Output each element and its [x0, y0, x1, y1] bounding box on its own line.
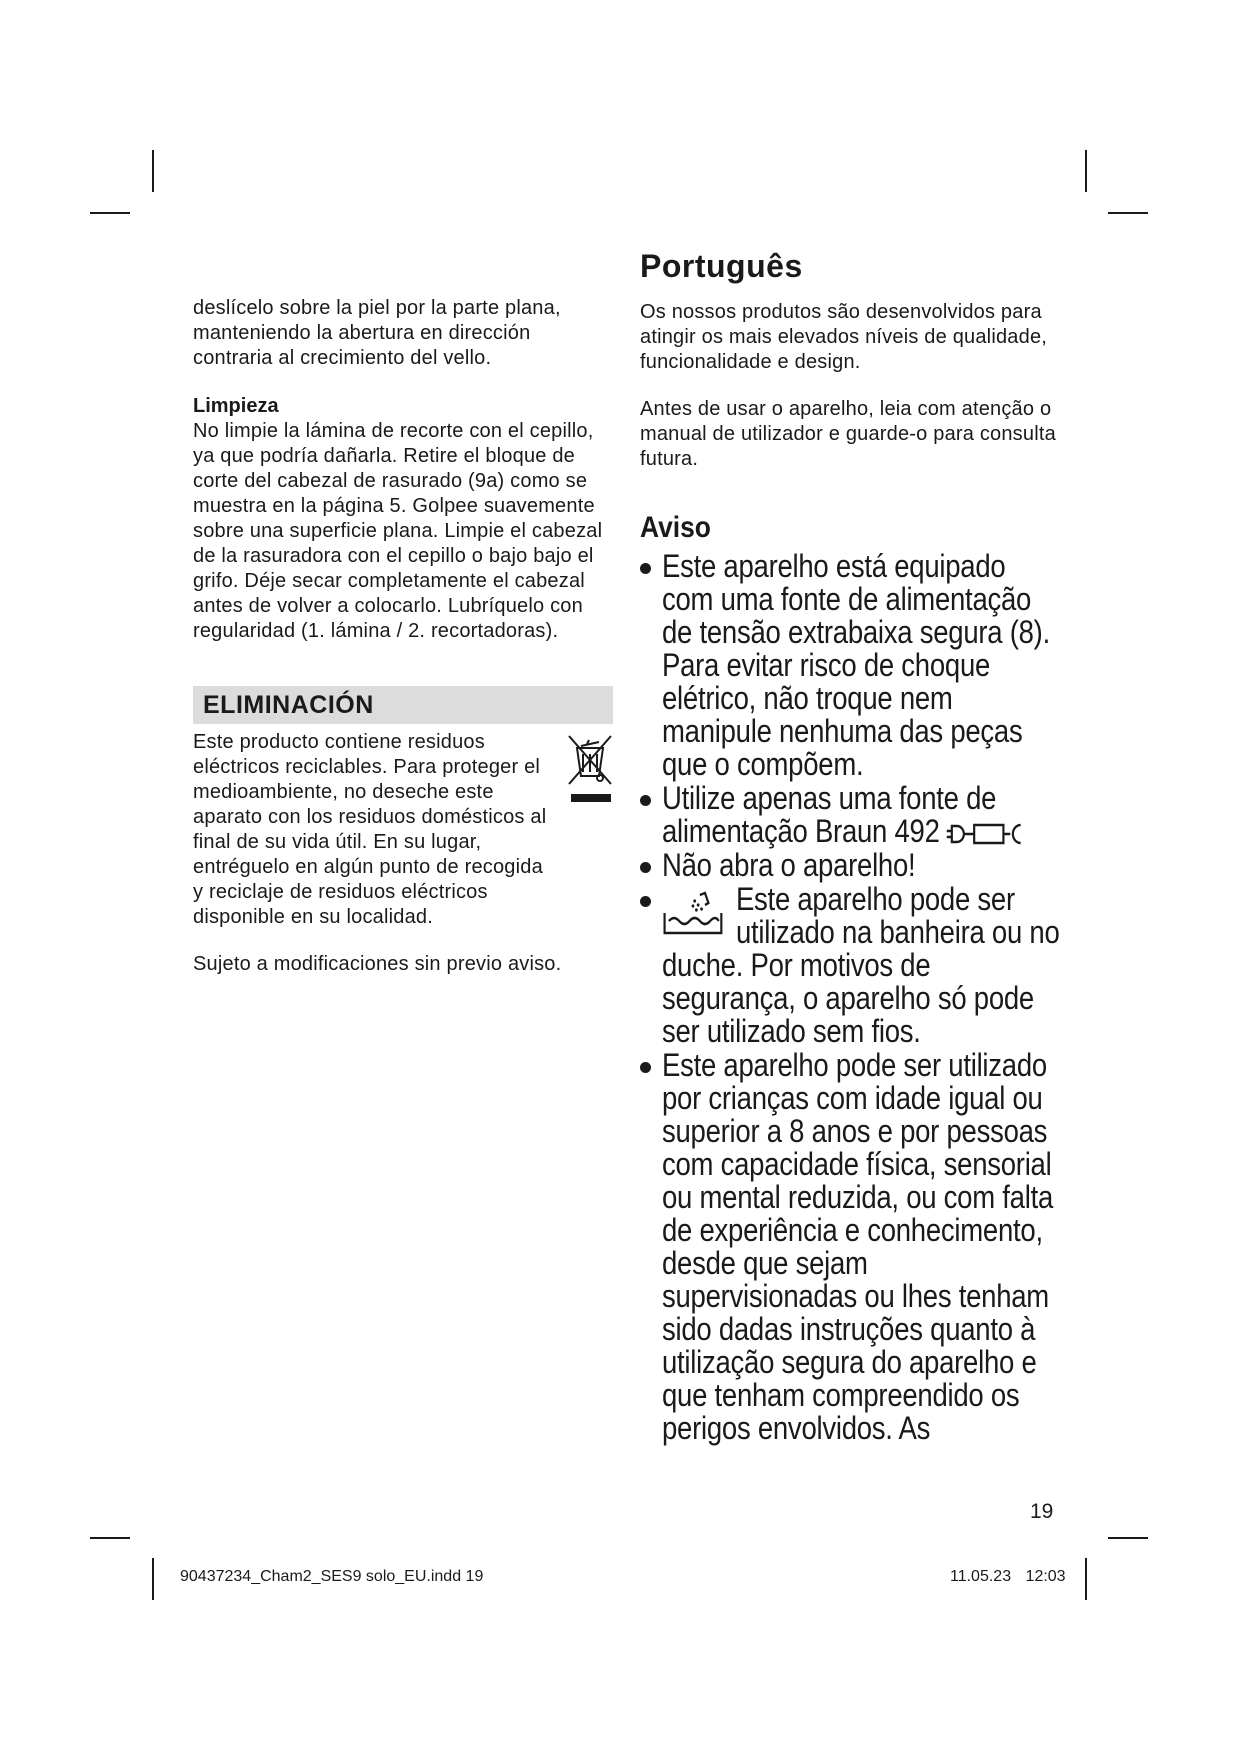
crop-mark: [152, 1558, 154, 1600]
disposal-section-bar: [193, 686, 613, 724]
bullet-icon: [640, 563, 651, 574]
crop-mark: [90, 1537, 130, 1539]
crop-mark: [90, 212, 130, 214]
cleaning-text: No limpie la lámina de recorte con el cepillo, ya que podría dañarla. Retire el bloque de corte del cabezal de rasurado (9a) como se muestra en la página 5. Golpee suavemente sobre una superficie plana. Limpie el cabezal de la rasuradora con el cepillo o bajo bajo el grifo. Déje secar completamente el cabezal antes de volver a colocarlo. Lubríquelo con regularidad (1. lámina / 2. recortadoras).: [193, 420, 603, 642]
warning-text-wrap: [662, 782, 1062, 848]
warning-item: [640, 849, 1060, 882]
footer-file-info: 90437234_Cham2_SES9 solo_EU.indd 19: [180, 1568, 484, 1585]
warning-heading: Aviso: [640, 511, 711, 544]
disposal-heading: ELIMINACIÓN: [203, 690, 374, 719]
warning-text: Este aparelho está equipado com uma fonte de alimentação de tensão extrabaixa segura (8). Para evitar risco de choque elétrico, não troque nem manipule nenhuma das peças que o compõem.: [662, 548, 1050, 782]
warning-text-wrap: [662, 883, 1062, 1048]
weee-crossed-bin-icon: [567, 732, 613, 806]
bath-shower-icon: [662, 891, 724, 939]
intro-paragraph: deslícelo sobre la piel por la parte plana, manteniendo la abertura en dirección contraria al crecimiento del vello.: [193, 297, 561, 369]
bullet-icon: [640, 862, 651, 873]
disposal-block: [193, 730, 613, 930]
warning-item: [640, 782, 1060, 848]
bullet-icon: [640, 1062, 651, 1073]
left-column: [193, 296, 613, 977]
power-supply-plug-icon: [947, 822, 1026, 846]
warning-item: [640, 550, 1060, 781]
crop-mark: [152, 150, 154, 192]
warning-text: Este aparelho pode ser utilizado por crianças com idade igual ou superior a 8 anos e por pessoas com capacidade física, sensorial ou mental reduzida, ou com falta de experiência e conhecimento, desde que sejam supervisionadas ou lhes tenham sido dadas instruções quanto à utilização segura do aparelho e que tenham compreendido os perigos envolvidos. As: [662, 1047, 1054, 1446]
disposal-text: Este producto contiene residuos eléctricos reciclables. Para proteger el medioambiente, no deseche este aparato con los residuos domésticos al final de su vida útil. En su lugar, entréguelo en algún punto de recogida y reciclaje de residuos eléctricos disponible en su localidad.: [193, 731, 547, 928]
right-column: [640, 246, 1060, 1446]
crop-mark: [1108, 212, 1148, 214]
warning-text: Este aparelho pode ser utilizado na banheira ou no duche. Por motivos de segurança, o aparelho só pode ser utilizado sem fios.: [662, 881, 1060, 1049]
crop-mark: [1085, 150, 1087, 192]
warning-text: Não abra o aparelho!: [662, 847, 916, 883]
modification-notice: Sujeto a modificaciones sin previo aviso.: [193, 953, 562, 975]
warning-item: [640, 1049, 1060, 1445]
warning-list: [640, 550, 1060, 1445]
crop-mark: [1085, 1558, 1087, 1600]
page-number: 19: [1030, 1500, 1054, 1523]
intro-paragraph-1: Os nossos produtos são desenvolvidos para atingir os mais elevados níveis de qualidade, funcionalidade e design.: [640, 301, 1048, 373]
footer-timestamp: 11.05.23 12:03: [950, 1568, 1066, 1585]
intro-paragraph-2: Antes de usar o aparelho, leia com atenção o manual de utilizador e guarde-o para consulta futura.: [640, 398, 1056, 470]
crop-mark: [1108, 1537, 1148, 1539]
warning-item: [640, 883, 1060, 1048]
cleaning-heading: Limpieza: [193, 395, 279, 417]
language-heading: Português: [640, 248, 803, 284]
bullet-icon: [640, 896, 651, 907]
bullet-icon: [640, 795, 651, 806]
warning-text: Utilize apenas uma fonte de alimentação Braun 492: [662, 780, 997, 849]
